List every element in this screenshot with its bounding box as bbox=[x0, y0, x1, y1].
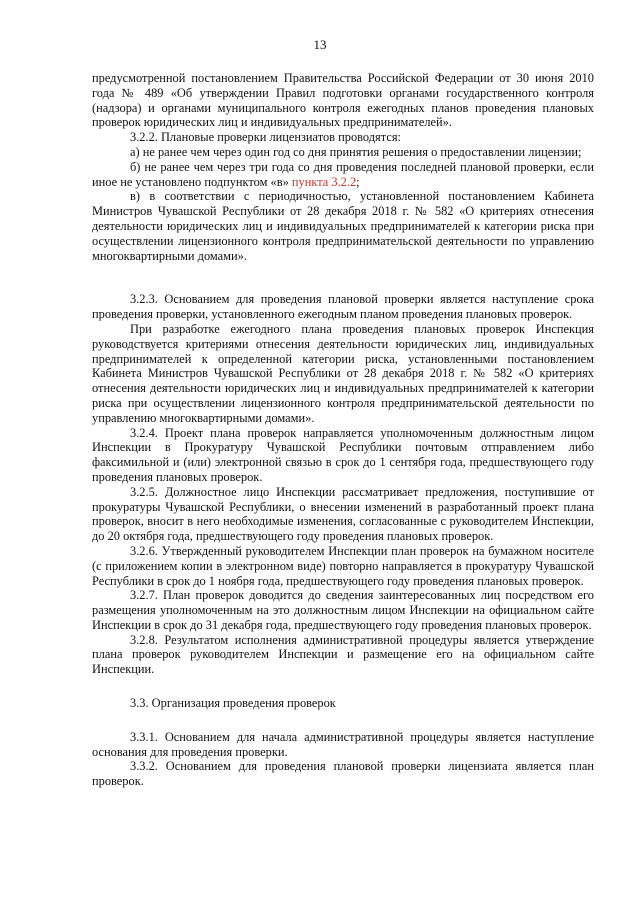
paragraph-3-2-2-v: в) в соответствии с периодичностью, установленной постановлением Кабинета Министров Чувашской Республики от 28 декабря 2018 г. № 582 «О критериях отнесения деятельности юридических лиц и индивидуальных предпринимателей к категории риска при осуществлении лицензионного контроля предпринимательской деятельности по управлению многоквартирными домами». bbox=[92, 189, 594, 263]
paragraph-3-2-4: 3.2.4. Проект плана проверок направляется уполномоченным должностным лицом Инспекции в Прокуратуру Чувашской Республики почтовым отправлением либо факсимильной и (или) электронной связью в срок до 1 сентября года, предшествующего году проведения плановых проверок. bbox=[92, 425, 594, 484]
section-heading-3-3: 3.3. Организация проведения проверок bbox=[130, 696, 336, 711]
paragraph-3-2-5: 3.2.5. Должностное лицо Инспекции рассматривает предложения, поступившие от прокуратуры Чувашской Республики, о внесении изменений в разработанный проект плана проверок, вносит в него необходимые изменения, согласованные с руководителем Инспекции, до 20 октября года, предшествующего году проведения плановых проверок. bbox=[92, 484, 594, 544]
paragraph-3-2-8: 3.2.8. Результатом исполнения административной процедуры является утверждение плана проверок руководителем Инспекции и размещение его на официальном сайте Инспекции. bbox=[92, 632, 594, 677]
paragraph-3-3-2: 3.3.2. Основанием для проведения плановой проверки лицензиата является план проверок. bbox=[92, 759, 594, 789]
page-number: 13 bbox=[313, 37, 327, 52]
paragraph-3-2-2-b bbox=[92, 160, 594, 190]
document-body bbox=[92, 71, 594, 789]
paragraph-3-2-7: 3.2.7. План проверок доводится до сведения заинтересованных лиц посредством его размещения уполномоченным на это должностным лицом Инспекции на официальном сайте Инспекции в срок до 31 декабря года, предшествующего году проведения плановых проверок. bbox=[92, 588, 594, 632]
paragraph-3-2-2-a: а) не ранее чем через один год со дня принятия решения о предоставлении лицензии; bbox=[130, 144, 582, 159]
paragraph-3-2-3: 3.2.3. Основанием для проведения плановой проверки является наступление срока проведения проверки, установленного ежегодным планом проведения плановых проверок. bbox=[92, 292, 594, 322]
paragraph-3-2-2-heading: 3.2.2. Плановые проверки лицензиатов проводятся: bbox=[130, 130, 401, 145]
paragraph-3-2-2-b-end: ; bbox=[356, 174, 360, 189]
reference-link-3-2-2[interactable]: пункта 3.2.2 bbox=[291, 174, 357, 189]
paragraph-continuation: предусмотренной постановлением Правительства Российской Федерации от 30 июня 2010 года № 489 «Об утверждении Правил подготовки органами государственного контроля (надзора) и органами муниципального контроля ежегодных планов проведения плановых проверок юридических лиц и индивидуальных предпринимателей». bbox=[92, 71, 594, 130]
paragraph-3-2-2-b-text: б) не ранее чем через три года со дня проведения последней плановой проверки, если иное не установлено подпунктом «в» bbox=[92, 159, 594, 189]
paragraph-3-2-6: 3.2.6. Утвержденный руководителем Инспекции план проверок на бумажном носителе (с приложением копии в электронном виде) повторно направляется в прокуратуру Чувашской Республики в срок до 1 ноября года, предшествующего году проведения плановых проверок. bbox=[92, 543, 594, 588]
paragraph-3-3-1: 3.3.1. Основанием для начала административной процедуры является наступление основания для проведения проверки. bbox=[92, 729, 594, 759]
paragraph-3-2-3-plan: При разработке ежегодного плана проведения плановых проверок Инспекция руководствуется критериями отнесения деятельности юридических лиц, индивидуальных предпринимателей к определенной категории риска, установленными постановлением Кабинета Министров Чувашской Республики от 28 декабря 2018 г. № 582 «О критериях отнесения деятельности юридических лиц и индивидуальных предпринимателей к категории риска при осуществлении лицензионного контроля предпринимательской деятельности по управлению многоквартирными домами». bbox=[92, 321, 594, 425]
